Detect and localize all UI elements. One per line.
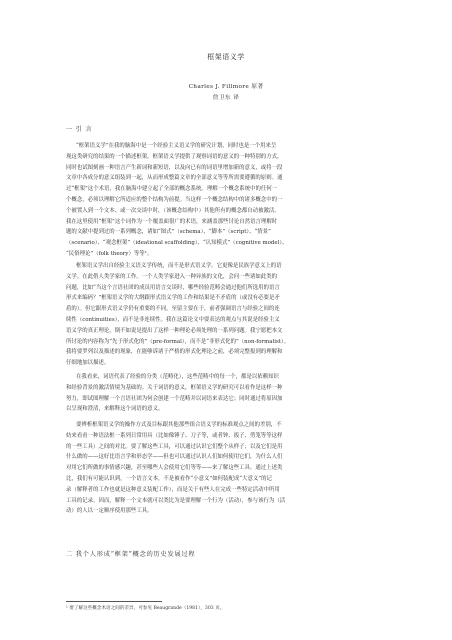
paragraph-2 (66, 261, 392, 369)
section-heading-introduction: 一 引 言 (66, 126, 93, 133)
paragraph-line: 动）的人以一定顺序使用那些工具。 (66, 508, 153, 515)
paragraph-line: “民俗理论”（folk theory）等等¹。 (66, 250, 153, 257)
paper-title: 框架语义学 (207, 53, 245, 61)
paragraph-line: 题的文献中提到过的一系列概念，诸如“图式”（schema）、“脚本”（script）、“情景” (66, 229, 271, 236)
paragraph-line: 所讨论的内容称为“先于形式化的”（pre-formal），而不是“非形式化的”（non-formalist）。 (66, 338, 290, 345)
paragraph-line: 语义学的真正理论，倒不如说是提出了这样一种理论必须处理的一系列问题。我宁愿把本文 (66, 327, 283, 334)
translator-line: 詹卫东 译 (212, 95, 240, 101)
paragraph-line: 妨来看看一种语法框一系列日常用具（比如像锤子、刀子等，或者钟、扳子、剪笼等等这样 (66, 432, 283, 439)
author-line: Charles J. Fillmore 原著 (188, 84, 264, 90)
paragraph-line: 框架语义学出自经验主义语义学传统，而不是形式语义学。它更像是民族学意义上的语 (76, 263, 282, 269)
footnote-divider (66, 601, 162, 602)
paragraph-line: 录（解释者的工作也就是这种意义装配工作），而是关于有些人在完成一些特定活动中所用 (66, 486, 280, 493)
paragraph-line: 我将要罗列以及描述的现象，在能够诉诸于严格的形式化理论之前，必须完整报到的理解和 (66, 349, 283, 356)
paragraph-line: 同时也试图刻画一种语言产生新词和新短语，以及向已有的词语里增加新的意义，或将一段 (66, 164, 283, 171)
paragraph-3 (66, 372, 392, 415)
paragraph-line: 以呈现和澄清，来解释这个词语的意义。 (66, 406, 164, 413)
footnote: ¹ 要了解这些概念术语之间的差异，可参见 Beaugrande（1981），303 页。 (66, 606, 225, 611)
paragraph-line: 比，我们有可能认识到，一个语言文本，不是被看作“小意义”如何装配成“大意义”的记 (66, 475, 272, 482)
section-heading-history: 二 我个人形成“框架”概念的历史发展过程 (66, 551, 196, 558)
paragraph-1 (66, 141, 392, 260)
paragraph-line: 什么做的——这好比语言学和形态学——但也可以通过认识人们如何使用它们，为什么人们 (66, 454, 283, 461)
paragraph-line: 努力，即试图理解一个言语社团为何会创建一个范畴并以词语来表达它；同时通过将原因加 (66, 395, 283, 402)
paragraph-line: 个概念，必须以理解它所适应的整个结构为前提。当这样一个概念结构中的诸多概念中的一 (66, 196, 283, 203)
paragraph-4 (66, 420, 392, 517)
paragraph-line: 我在这里使用“框架”这个词作为一个覆盖面很广的术语，来涵盖那些讨论自然语言理解时 (66, 218, 278, 225)
paragraph-line: 的一些工具）之间的对比。要了解这些工具，可以通过认识它们整个从样子；以及它们是用 (66, 443, 283, 450)
paragraph-line: 盾的）。但它跟形式语义学仍有重要的不同，至留主要在于，前者强调语言与经验之间的连 (66, 306, 280, 313)
paragraph-line: 工具的记录。因而，解释一个文本就可以类比为是要理解一个行为（活动），参与该行为（活 (66, 497, 286, 504)
paragraph-line: 问题，比如“当这个言语社团的成员用语言交谈时，哪些经验范畴会通过他们所选用的语言 (66, 284, 280, 291)
paragraph-line: 个被置入到一个文本、或一次交谈中时，（该概念结构中）其他所有的概念都自动被激活。 (66, 207, 280, 214)
paragraph-line: 在我看来，词语代表了经验的分类（范畴化），这些范畴中的每一个，都是以依赖知识 (76, 374, 279, 380)
paragraph-line: 要辨析框架语义学的操作方式及目标跟其他那些组合语义学的标准观点之间的差别，不 (76, 422, 282, 428)
paragraph-line: 现这类研究的结果的一个描述框架。框架语义学提供了观察词语的意义的一种特别的方式， (66, 153, 283, 160)
paragraph-line: 续性（continuities），而不是非连续性。我在这篇论文中要表达的观点与其说是经验主义 (66, 316, 280, 323)
paragraph-line: 对用它们所做的事情感兴趣，甚至哪些人会使用它们等等——来了解这些工具。通过上述类 (66, 465, 283, 472)
paragraph-line: “框架语义学”在我的脑海中是一个经验主义语义学的研究计划，同时也是一个用来呈 (76, 143, 277, 149)
paragraph-line: 和经验背景的激活情境为基础的。关于词语的意义，框架语义学的研究可以看作是这样一种 (66, 384, 283, 391)
paragraph-line: 形式来编码？”框架语义学的大纲跟形式语义学的工作和结果是不矛盾的（或没有必要是矛 (66, 295, 280, 302)
paragraph-line: （scenario）、“观念框架”（ideational scaffolding）、“认知模式”（cognitive model）、 (66, 240, 288, 247)
paragraph-line: 过“框架”这个术语，我在脑海中建立起了全部的概念系统。理解一个概念系统中的任何一 (66, 186, 278, 193)
paragraph-line: 仔细地加以描述。 (66, 360, 110, 367)
paragraph-line: 义学。在此借人类学家的工作。一个人类学家进入一种异族的文化，会问一些诸如此类的 (66, 273, 278, 280)
paragraph-line: 文章中各成分的意义组装到一起，从而形成整篇文章的全部意义等等所需要遵循的原则。通 (66, 175, 283, 182)
